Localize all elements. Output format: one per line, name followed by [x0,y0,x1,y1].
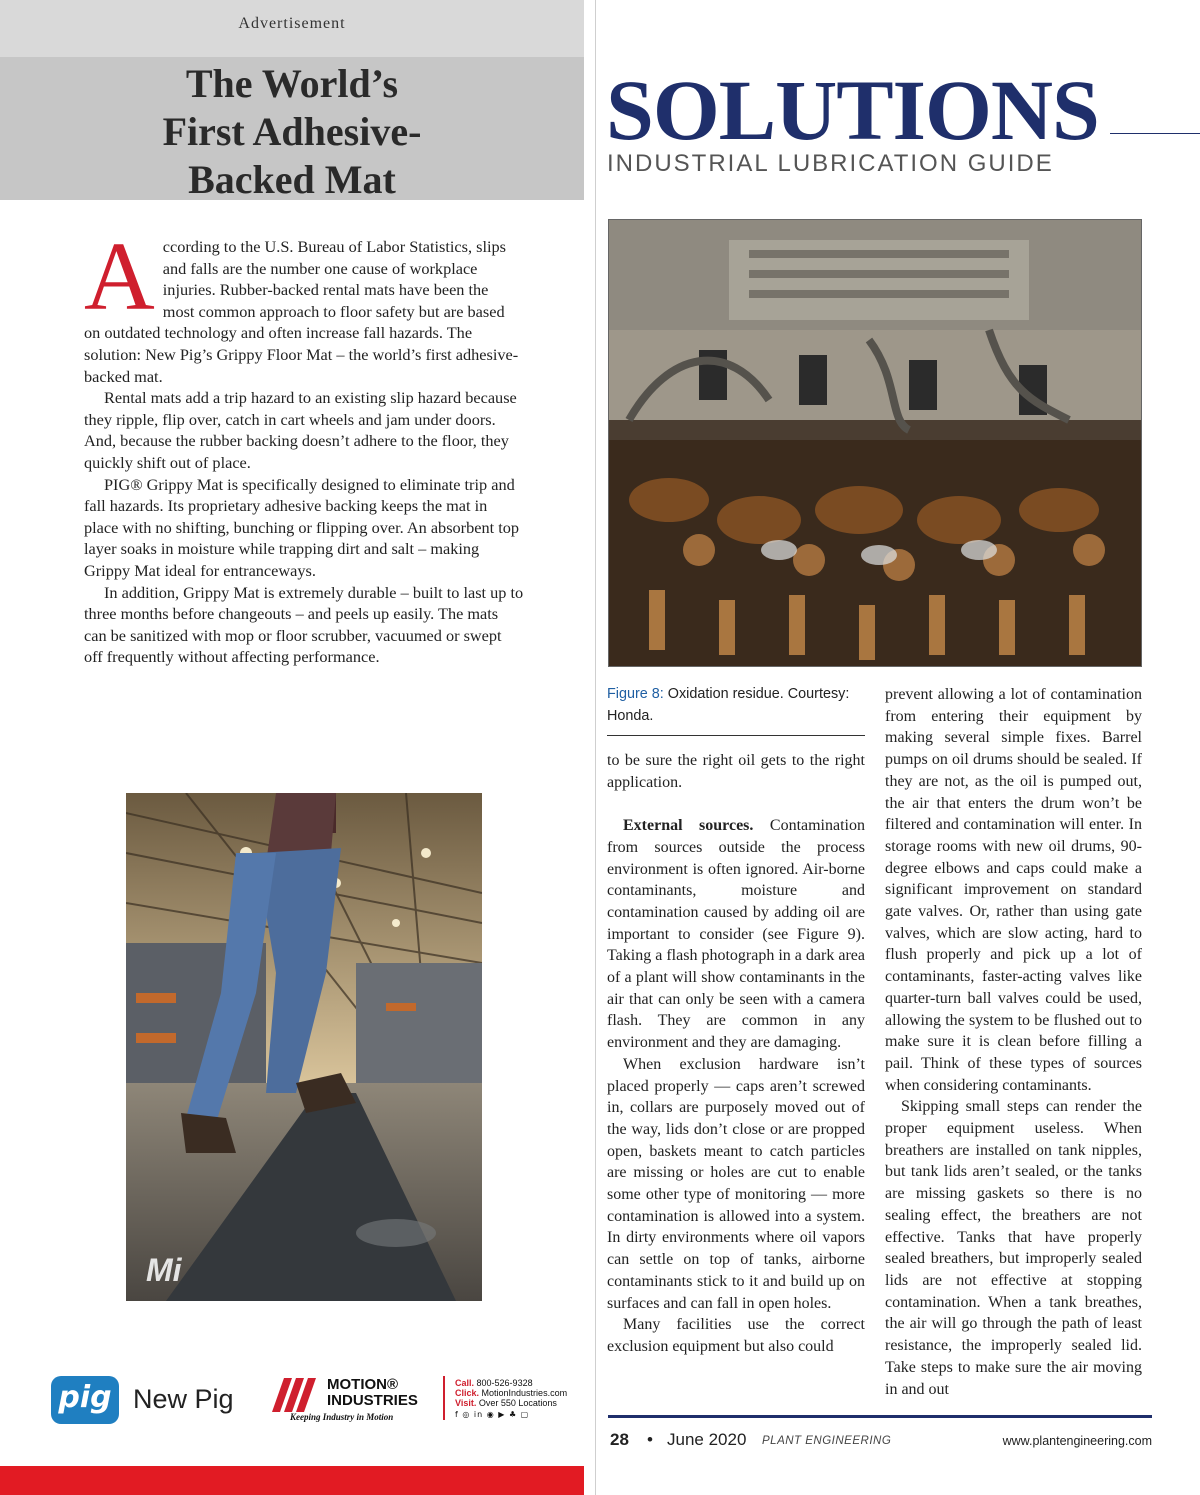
contact-click-value: MotionIndustries.com [481,1388,568,1398]
figure-label: Figure 8: [607,686,664,702]
col2-paragraph-1: prevent allowing a lot of contamination from entering their equipment by making several simple fixes. Barrel pumps on oil drums should be sealed. If they are not, as the oil is pumped out, the air that enters the drum won’t be filtered and contamination will enter. In storage rooms with new oil drums, 90-degree elbows and caps could make a significant improvement on standard gate valves. Or, rather than using gate valves, which are slow acting, hard to flush properly and pick up a lot of contaminants, faster-acting valves like quarter-turn ball valves could be used, allowing the system to be flushed out to make sure it is clean before filling a pail. Think of these types of sources when considering contaminants. [885,686,1142,1094]
warehouse-mat-photo [126,793,482,1301]
ad-paragraph-1-text: ccording to the U.S. Bureau of Labor Statistics, slips and falls are the number one cause of workplace injuries. Rubber-backed rental mats have been the most common approach to floor safety but are based on outdated technology and often increase fall hazards. The solution: New Pig’s Grippy Floor Mat – the world’s first adhesive-backed mat. [84,237,519,386]
ad-paragraph-2: Rental mats add a trip hazard to an existing slip hazard because they ripple, flip over, catch in cart wheels and jam under doors. And, because the rubber backing doesn’t adhere to the floor, they quickly shift out of place. [84,388,517,472]
motion-name-line-1: MOTION® [327,1376,399,1393]
footer-rule [608,1415,1152,1418]
section-title-rule [1110,133,1200,134]
ad-paragraph-4: In addition, Grippy Mat is extremely durable – built to last up to three months before changeouts – and peels up easily. The mats can be sanitized with mop or floor scrubber, vacuumed or swept off frequently without affecting performance. [84,582,524,667]
contact-click [455,1388,567,1398]
contact-visit [455,1398,567,1408]
ad-body [84,223,524,668]
page-column-separator [595,0,596,1495]
contact-visit-value: Over 550 Locations [478,1398,557,1408]
footer-bullet: • [647,1430,653,1449]
subhead-external-sources: External sources. [623,817,754,835]
col1-paragraph-2-text: Contamination from sources outside the process environment is often ignored. Air-borne contaminants, moisture and contamination caused by adding oil are important to consider (see Figure 9). Taking a flash photograph in a dark area of a plant will show contaminants in the air that can only be seen with a camera flash. They are common in any environment and they are damaging. [607,817,865,1052]
ad-title-line-2: First Adhesive- [162,109,422,154]
magazine-name: PLANT ENGINEERING [762,1435,892,1447]
motion-industries-name [327,1377,418,1409]
new-pig-logo [51,1376,119,1424]
motion-divider [443,1376,445,1420]
pig-logo-text: pig [58,1380,112,1415]
ad-title-line-1: The World’s [185,61,399,106]
social-media-icons: f ◎ in ◉ ▶ ♣ ▢ [455,1410,530,1419]
engine-photo-illustration [609,220,1141,666]
issue-date: June 2020 [667,1430,747,1449]
new-pig-wordmark: New Pig [133,1384,234,1414]
page-number: 28 [610,1430,629,1449]
ad-paragraph-3: PIG® Grippy Mat is specifically designed to eliminate trip and fall hazards. Its proprietary adhesive backing keeps the mat in place with no shifting, bunching or flipping over. An absorbent top layer soaks in moisture while trapping dirt and salt – making Grippy Mat ideal for entranceways. [84,474,520,580]
col1-paragraph-1: to be sure the right oil gets to the right application. [607,752,865,791]
engine-oxidation-photo [608,219,1142,667]
ad-bottom-red-bar [0,1466,584,1495]
col2-paragraph-2: Skipping small steps can render the proper equipment useless. When breathers are installed on tank nipples, but tank lids aren’t sealed, or the tanks are missing gaskets so there is no sealing effect, the breathers are not effective. Tanks that have properly sealed breathers, but improperly sealed lids are not effective at stopping contamination. When a tank breathes, the air will go through the path of least resistance, the improperly sealed lid. Take steps to make sure the air moving in and out [885,1098,1142,1398]
motion-name-line-2: INDUSTRIES [327,1392,418,1409]
ad-paragraph-1 [84,223,524,387]
ad-label: Advertisement [238,15,346,32]
article-column-1 [607,750,865,1358]
figure-caption-text: Oxidation residue. Courtesy: Honda. [607,686,850,724]
contact-call-value: 800-526-9328 [476,1378,533,1388]
motion-industries-mi-icon [266,1378,320,1412]
photo-watermark: Mi [146,1252,182,1288]
contact-visit-label: Visit. [455,1398,477,1408]
motion-contact-block [455,1378,567,1408]
section-subtitle: INDUSTRIAL LUBRICATION GUIDE [607,150,1054,177]
caption-rule [607,735,865,736]
section-title: SOLUTIONS [606,62,1099,158]
ad-title-line-3: Backed Mat [188,157,396,202]
figure-caption [607,684,865,727]
col1-paragraph-4: Many facilities use the correct exclusion equipment but also could [607,1316,865,1355]
contact-call-label: Call. [455,1378,475,1388]
website-url: www.plantengineering.com [1002,1434,1152,1448]
motion-tagline: Keeping Industry in Motion [290,1412,394,1422]
col1-paragraph-2 [607,815,865,1054]
col1-paragraph-3: When exclusion hardware isn’t placed properly — caps aren’t screwed in, collars are purposely moved out of the way, lids don’t close or are propped open, baskets meant to catch particles are missing or holes are cut to enable some other type of monitoring — more contamination is allowed into a system. In dirty environments where oil vapors can settle on top of tanks, airborne contaminants stick to it and build up on surfaces and can fall in open holes. [607,1055,865,1312]
ad-title [0,60,584,204]
contact-click-label: Click. [455,1388,480,1398]
drop-cap: A [84,223,155,331]
contact-call [455,1378,567,1388]
article-column-2 [885,684,1142,1400]
warehouse-photo-illustration [126,793,482,1301]
